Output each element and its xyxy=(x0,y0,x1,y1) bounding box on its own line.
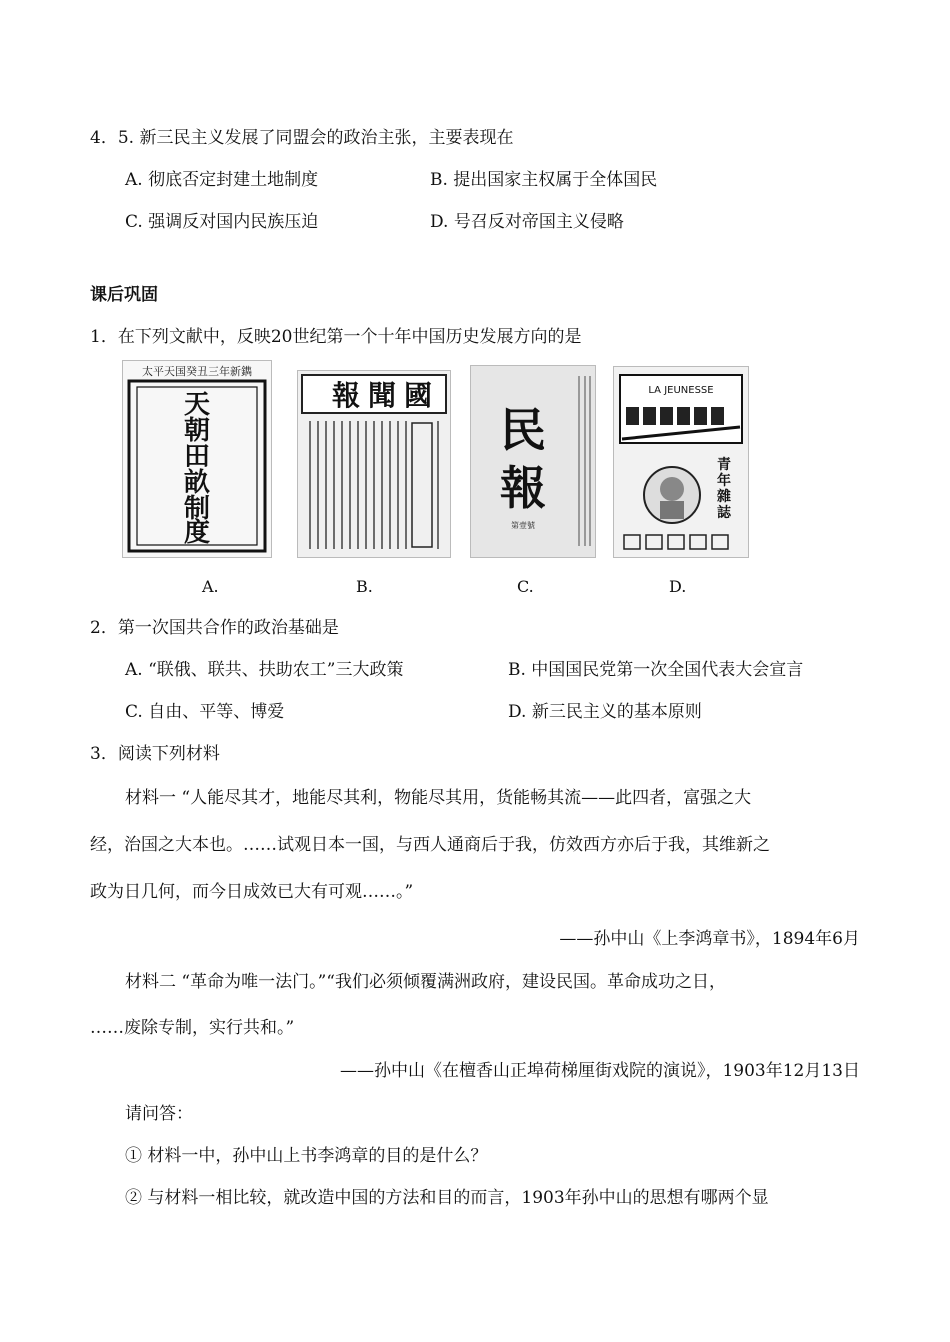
caption-c: C. xyxy=(517,577,534,596)
image-b-title-char-1: 國 xyxy=(403,379,433,412)
image-d-top-text: LA JEUNESSE xyxy=(648,385,714,396)
question-2-stem: 2．第一次国共合作的政治基础是 xyxy=(90,618,339,638)
material-1-source: ——孙中山《上李鸿章书》，1894年6月 xyxy=(559,929,860,949)
question-4-5-stem: 4．5. 新三民主义发展了同盟会的政治主张，主要表现在 xyxy=(90,128,514,148)
image-a-char-3: 田 xyxy=(183,442,211,472)
image-a-char-4: 畝 xyxy=(183,468,211,498)
question-2-option-a: A. “联俄、联共、扶助农工”三大政策 xyxy=(125,660,404,680)
minbao-cover xyxy=(471,366,595,557)
image-c-char-1: 民 xyxy=(500,403,546,457)
material-2-source: ——孙中山《在檀香山正埠荷梯厘街戏院的演说》，1903年12月13日 xyxy=(339,1061,860,1081)
image-d-side-char-4: 誌 xyxy=(717,505,731,521)
document-image-d xyxy=(613,366,749,558)
caption-a: A. xyxy=(202,577,219,596)
caption-b: B. xyxy=(356,577,373,596)
question-4-5-option-a: A. 彻底否定封建土地制度 xyxy=(125,170,319,190)
answer-prompt: 请问答： xyxy=(125,1104,193,1124)
image-d-side-char-2: 年 xyxy=(717,473,731,489)
question-4-5-option-d: D. 号召反对帝国主义侵略 xyxy=(430,212,624,232)
image-d-side-char-3: 雜 xyxy=(717,489,731,505)
question-2-option-c: C. 自由、平等、博爱 xyxy=(125,702,285,722)
material-1-line-3: 政为日几何，而今日成效已大有可观……。” xyxy=(90,882,414,902)
image-a-char-1: 天 xyxy=(183,390,211,420)
sub-question-1: ① 材料一中，孙中山上书李鸿章的目的是什么？ xyxy=(125,1146,488,1166)
question-2-option-b: B. 中国国民党第一次全国代表大会宣言 xyxy=(508,660,804,680)
image-a-top-text: 太平天国癸丑三年新鐫 xyxy=(142,365,252,378)
image-c-small-text: 第壹號 xyxy=(511,521,535,530)
caption-d: D. xyxy=(669,577,687,596)
image-b-title-char-2: 聞 xyxy=(367,379,397,412)
sub-question-2: ② 与材料一相比较，就改造中国的方法和目的而言，1903年孙中山的思想有哪两个显 xyxy=(125,1188,769,1208)
document-image-c xyxy=(470,365,596,558)
guowenbao-newspaper xyxy=(298,371,450,557)
question-2-option-d: D. 新三民主义的基本原则 xyxy=(508,702,702,722)
xinqingnian-cover xyxy=(614,367,748,557)
material-2-line-2: ……废除专制，实行共和。” xyxy=(90,1018,295,1038)
image-c-char-2: 報 xyxy=(500,461,546,515)
material-1-line-2: 经，治国之大本也。……试观日本一国，与西人通商后于我，仿效西方亦后于我，其维新之 xyxy=(90,835,770,855)
material-1-line-1: 材料一 “人能尽其才，地能尽其利，物能尽其用，货能畅其流——此四者，富强之大 xyxy=(125,788,752,808)
document-image-b xyxy=(297,370,451,558)
question-4-5-option-b: B. 提出国家主权属于全体国民 xyxy=(430,170,658,190)
image-d-side-char-1: 青 xyxy=(717,457,731,473)
image-b-title-char-3: 報 xyxy=(331,379,361,412)
tianchao-tianmu-zhidu-cover xyxy=(123,361,271,557)
image-a-char-6: 度 xyxy=(183,518,211,548)
question-1-stem: 1．在下列文献中，反映20世纪第一个十年中国历史发展方向的是 xyxy=(90,327,582,347)
question-4-5-option-c: C. 强调反对国内民族压迫 xyxy=(125,212,319,232)
section-title: 课后巩固 xyxy=(90,285,158,305)
image-a-char-2: 朝 xyxy=(183,416,211,446)
image-a-char-5: 制 xyxy=(183,494,211,524)
material-2-line-1: 材料二 “革命为唯一法门。”“我们必须倾覆满洲政府，建设民国。革命成功之日， xyxy=(125,972,726,992)
document-image-a xyxy=(122,360,272,558)
question-3-stem: 3．阅读下列材料 xyxy=(90,744,220,764)
